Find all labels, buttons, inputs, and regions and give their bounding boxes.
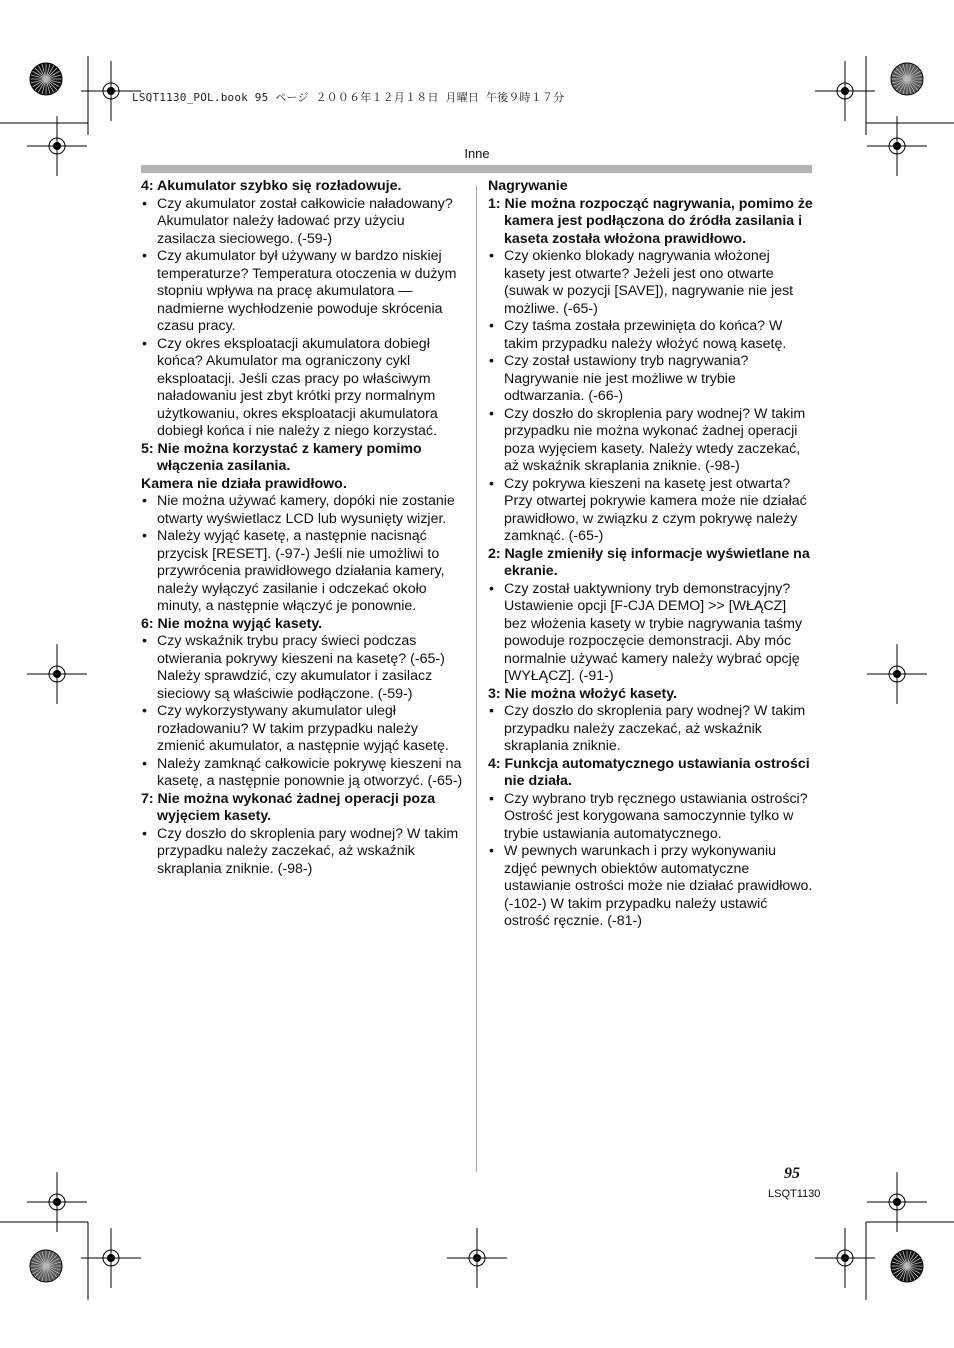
item-heading: 7: Nie można wykonać żadnej operacji poza wyjęciem kasety. [141, 790, 436, 824]
item-heading: 4: Akumulator szybko się rozładowuje. [141, 178, 402, 194]
list-item: • Czy okienko blokady nagrywania włożonej kasety jest otwarte? Jeżeli jest ono otwarte (suwak w pozycji [SAVE]), nagrywanie nie jest możliwe. (-65-) [488, 248, 813, 318]
right-column [488, 178, 813, 931]
item-heading: 1: Nie można rozpocząć nagrywania, pomimo że kamera jest podłączona do źródła zasilania i kaseta została włożona prawidłowo. [488, 195, 813, 247]
crosshair-mark [867, 644, 927, 704]
page-number: 95 [784, 1165, 800, 1182]
crosshair-mark [27, 644, 87, 704]
list-item: • Czy wskaźnik trybu pracy świeci podczas otwierania pokrywy kieszeni na kasetę? (-65-) Należy sprawdzić, czy akumulator i zasilacz sieciowy są właściwie podłączone. (-59-) [141, 633, 466, 703]
list-item: • Czy wykorzystywany akumulator uległ rozładowaniu? W takim przypadku należy zmienić akumulator, a następnie wyjąć kasetę. [141, 703, 466, 756]
item-heading: Kamera nie działa prawidłowo. [141, 475, 347, 492]
list-item: • Czy pokrywa kieszeni na kasetę jest otwarta? Przy otwartej pokrywie kamera może nie działać prawidłowo, w związku z czym pokrywę należy zamknąć. (-65-) [488, 476, 813, 546]
item-heading: 5: Nie można korzystać z kamery pomimo włączenia zasilania. [141, 440, 422, 474]
crosshair-mark [81, 1228, 141, 1288]
item-heading: Nagrywanie [488, 178, 568, 194]
left-column [141, 178, 466, 878]
rosette-mark [891, 1250, 923, 1282]
print-header: LSQT1130_POL.book 95 ページ ２００６年１２月１８日 月曜日 午後９時１７分 [132, 91, 565, 104]
list-item: • Należy wyjąć kasetę, a następnie nacisnąć przycisk [RESET]. (-97-) Jeśli nie umożliwi to przywrócenia prawidłowego działania kamery, należy wyłączyć zasilanie i odczekać około minuty, a następnie włączyć je ponownie. [141, 528, 466, 616]
column-divider [476, 186, 477, 1172]
crosshair-mark [447, 1228, 507, 1288]
item-heading: 3: Nie można włożyć kasety. [488, 685, 677, 702]
item-heading: 4: Funkcja automatycznego ustawiania ostrości nie działa. [488, 755, 810, 789]
page-code: LSQT1130 [768, 1188, 821, 1200]
crosshair-mark [867, 1172, 927, 1232]
rosette-mark [30, 63, 62, 95]
list-item: • W pewnych warunkach i przy wykonywaniu zdjęć pewnych obiektów automatyczne ustawianie ostrości może nie działać prawidłowo. (-102-) W takim przypadku należy ustawić ostrość ręcznie. (-81-) [488, 843, 813, 931]
list-item: • Czy doszło do skroplenia pary wodnej? W takim przypadku należy zaczekać, aż wskaźnik skraplania zniknie. [488, 703, 813, 756]
list-item: • Nie można używać kamery, dopóki nie zostanie otwarty wyświetlacz LCD lub wysunięty wizjer. [141, 493, 466, 528]
list-item: • Czy okres eksploatacji akumulatora dobiegł końca? Akumulator ma ograniczony cykl eksploatacji. Jeśli czas pracy po właściwym naładowaniu jest zbyt krótki przy normalnym użytkowaniu, okres eksploatacji akumulatora dobiegł końca i nie należy z niego korzystać. [141, 336, 466, 441]
section-title: Inne [464, 146, 490, 161]
rosette-mark [891, 63, 923, 95]
list-item: • Czy wybrano tryb ręcznego ustawiania ostrości? Ostrość jest korygowana samoczynnie tylko w trybie ustawiania automatycznego. [488, 791, 813, 844]
header-rule [141, 165, 812, 173]
list-item: • Czy taśma została przewinięta do końca? W takim przypadku należy włożyć nową kasetę. [488, 318, 813, 353]
list-item: • Czy doszło do skroplenia pary wodnej? W takim przypadku nie można wykonać żadnej operacji poza wyjęciem kasety. Należy wtedy zaczekać, aż wskaźnik skraplania zniknie. (-98-) [488, 406, 813, 476]
list-item: • Czy doszło do skroplenia pary wodnej? W takim przypadku należy zaczekać, aż wskaźnik skraplania zniknie. (-98-) [141, 826, 466, 879]
list-item: • Czy został uaktywniony tryb demonstracyjny? Ustawienie opcji [F-CJA DEMO] >> [WŁĄCZ] bez włożenia kasety w trybie nagrywania taśmy powoduje rozpoczęcie demonstracji. Aby móc normalnie używać kamery należy wybrać opcję [WYŁĄCZ]. (-91-) [488, 581, 813, 686]
rosette-mark [30, 1250, 62, 1282]
list-item: • Czy akumulator był używany w bardzo niskiej temperaturze? Temperatura otoczenia w dużym stopniu wpływa na pracę akumulatora — nadmierne wychłodzenie powoduje skrócenia czasu pracy. [141, 248, 466, 336]
item-heading: 6: Nie można wyjąć kasety. [141, 615, 323, 632]
crosshair-mark [27, 1172, 87, 1232]
list-item: • Należy zamknąć całkowicie pokrywę kieszeni na kasetę, a następnie ponownie ją otworzyć. (-65-) [141, 756, 466, 791]
list-item: • Czy akumulator został całkowicie naładowany? Akumulator należy ładować przy użyciu zasilacza sieciowego. (-59-) [141, 196, 466, 249]
list-item: • Czy został ustawiony tryb nagrywania? Nagrywanie nie jest możliwe w trybie odtwarzania. (-66-) [488, 353, 813, 406]
item-heading: 2: Nagle zmieniły się informacje wyświetlane na ekranie. [488, 545, 810, 579]
